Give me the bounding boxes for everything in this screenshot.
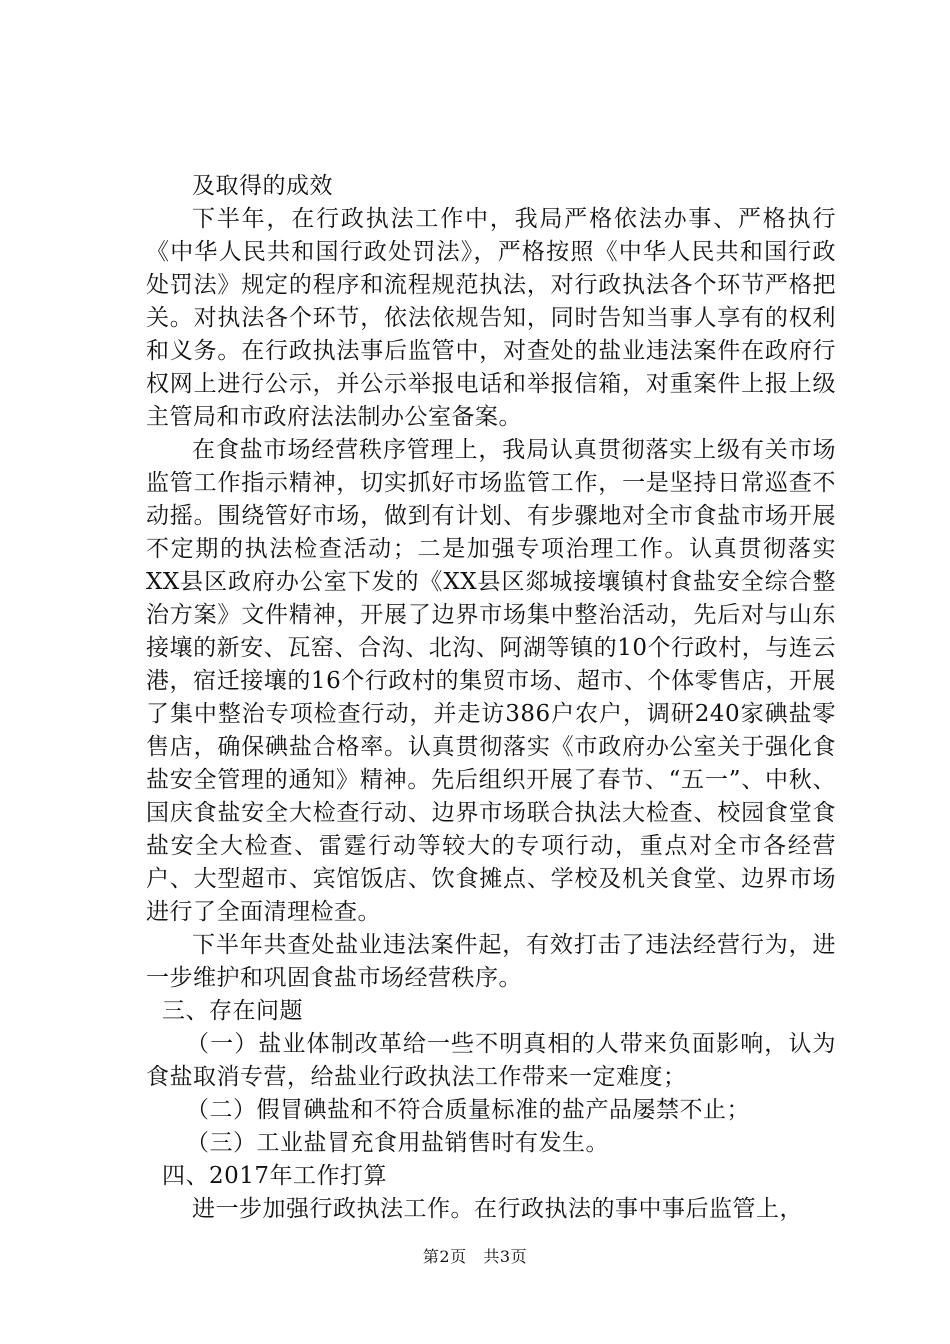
problem-item-1: （一）盐业体制改革给一些不明真相的人带来负面影响，认为食盐取消专营，给盐业行政执法工作带来一定难度； [146, 1031, 836, 1090]
section-heading-plan: 四、2017年工作打算 [162, 1163, 388, 1189]
problem-item-2: （二）假冒碘盐和不符合质量标准的盐产品屡禁不止； [186, 1097, 750, 1123]
paragraph-intro-fragment: 及取得的成效 [192, 173, 333, 199]
paragraph-law-enforcement: 下半年，在行政执法工作中，我局严格依法办事、严格执行《中华人民共和国行政处罚法》，严格按照《中华人民共和国行政处罚法》规定的程序和流程规范执法，对行政执法各个环节严格把关。对执法各个环节，依法依规告知，同时告知当事人享有的权利和义务。在行政执法事后监管中，对查处的盐业违法案件在政府行权网上进行公示，并公示举报电话和举报信箱，对重案件上报上级主管局和市政府法法制办公室备案。 [146, 206, 836, 430]
page-footer [0, 1244, 950, 1267]
problem-item-3: （三）工业盐冒充食用盐销售时有发生。 [186, 1130, 609, 1156]
section-heading-problems: 三、存在问题 [162, 998, 303, 1024]
paragraph-market-supervision: 在食盐市场经营秩序管理上，我局认真贯彻落实上级有关市场监管工作指示精神，切实抓好市场监管工作，一是坚持日常巡查不动摇。围绕管好市场，做到有计划、有步骤地对全市食盐市场开展不定期的执法检查活动；二是加强专项治理工作。认真贯彻落实XX县区政府办公室下发的《XX县区郯城接壤镇村食盐安全综合整治方案》文件精神，开展了边界市场集中整治活动，先后对与山东接壤的新安、瓦窑、合沟、北沟、阿湖等镇的10个行政村，与连云港，宿迁接壤的16个行政村的集贸市场、超市、个体零售店，开展了集中整治专项检查行动，并走访386户农户，调研240家碘盐零售店，确保碘盐合格率。认真贯彻落实《市政府办公室关于强化食盐安全管理的通知》精神。先后组织开展了春节、“五一”、中秋、国庆食盐安全大检查行动、边界市场联合执法大检查、校园食堂食盐安全大检查、雷霆行动等较大的专项行动，重点对全市各经营户、大型超市、宾馆饭店、饮食摊点、学校及机关食堂、边界市场进行了全面清理检查。 [146, 437, 836, 925]
paragraph-plan-start: 进一步加强行政执法工作。在行政执法的事中事后监管上， [192, 1196, 803, 1222]
page-number: 第2页 [422, 1247, 467, 1266]
document-body [146, 170, 836, 1226]
page-total: 共3页 [483, 1247, 528, 1266]
paragraph-case-summary: 下半年共查处盐业违法案件起，有效打击了违法经营行为，进一步维护和巩固食盐市场经营秩序。 [146, 932, 836, 991]
